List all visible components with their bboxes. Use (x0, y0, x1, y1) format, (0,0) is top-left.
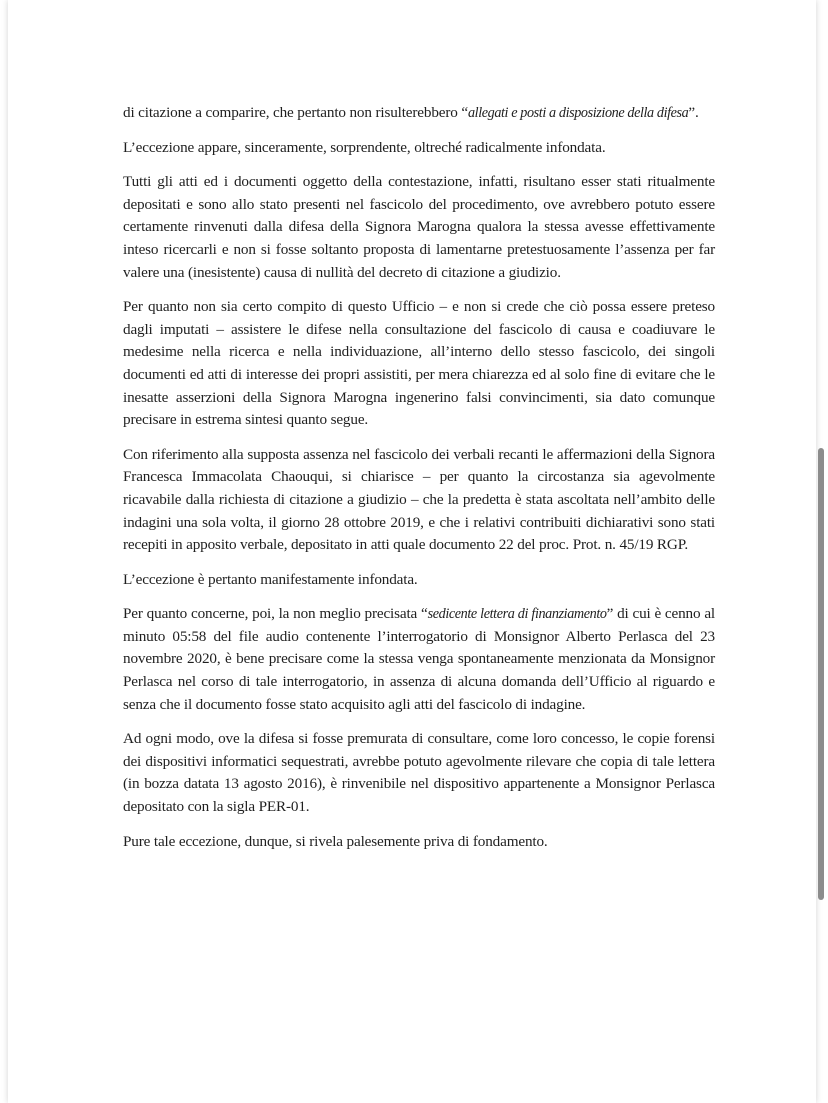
paragraph-1-text-after: ”. (688, 104, 699, 121)
vertical-scrollbar[interactable] (818, 448, 824, 900)
paragraph-8: Ad ogni modo, ove la difesa si fosse premurata di consultare, come loro concesso, le copie forensi dei dispositivi informatici sequestrati, avrebbe potuto agevolmente rilevare che copia di tale lettera (in bozza datata 13 agosto 2016), è rinvenibile nel dispositivo appartenente a Monsignor Perlasca depositato con la sigla PER-01. (123, 730, 715, 816)
paragraph-6: L’eccezione è pertanto manifestamente infondata. (123, 570, 418, 588)
paragraph-9: Pure tale eccezione, dunque, si rivela palesemente priva di fondamento. (123, 832, 548, 850)
paragraph-3: Tutti gli atti ed i documenti oggetto della contestazione, infatti, risultano esser stati ritualmente depositati e sono allo stato presenti nel fascicolo del procedimento, ove avrebbero potuto essere certamente rinvenuti dalla difesa della Signora Marogna qualora la stessa avesse effettivamente inteso ricercarli e non si fosse soltanto proposta di lamentarne pretestuosamente l’assenza per far valere una (inesistente) causa di nullità del decreto di citazione a giudizio. (123, 173, 715, 281)
document-page (8, 0, 816, 1103)
paragraph-7 (123, 603, 715, 716)
paragraph-1-text-before: di citazione a comparire, che pertanto non risulterebbero “ (123, 104, 468, 121)
paragraph-7-italic-quote: sedicente lettera di finanziamento (427, 606, 607, 623)
paragraph-5: Con riferimento alla supposta assenza nel fascicolo dei verbali recanti le affermazioni della Signora Francesca Immacolata Chaouqui, si chiarisce – per quanto la circostanza sia agevolmente ricavabile dalla richiesta di citazione a giudizio – che la predetta è stata ascoltata nell’ambito delle indagini una sola volta, il giorno 28 ottobre 2019, e che i relativi contribuiti dichiarativi sono stati recepiti in apposito verbale, depositato in atti quale documento 22 del proc. Prot. n. 45/19 RGP. (123, 445, 715, 554)
paragraph-7-text-after: ” di cui è cenno al minuto 05:58 del file audio contenente l’interrogatorio di Monsignor Alberto Perlasca del 23 novembre 2020, è bene precisare come la stessa venga spontaneamente menzionata da Monsignor Perlasca nel corso di tale interrogatorio, in assenza di alcuna domanda dell’Ufficio al riguardo e senza che il documento fosse stato acquisito agli atti del fascicolo di indagine. (123, 605, 715, 713)
document-body (123, 102, 715, 865)
paragraph-2: L’eccezione appare, sinceramente, sorprendente, oltreché radicalmente infondata. (123, 138, 606, 156)
paragraph-4: Per quanto non sia certo compito di questo Ufficio – e non si crede che ciò possa essere preteso dagli imputati – assistere le difese nella consultazione del fascicolo di causa e coadiuvare le medesime nella ricerca e nella individuazione, all’interno dello stesso fascicolo, dei singoli documenti ed atti di interesse dei propri assistiti, per mera chiarezza ed al solo fine di evitare che le inesatte asserzioni della Signora Marogna ingenerino falsi convincimenti, sia dato comunque precisare in estrema sintesi quanto segue. (123, 298, 715, 429)
paragraph-1 (123, 102, 715, 125)
paragraph-1-italic-quote: allegati e posti a disposizione della difesa (467, 105, 689, 121)
paragraph-7-text-before: Per quanto concerne, poi, la non meglio precisata “ (123, 605, 428, 623)
